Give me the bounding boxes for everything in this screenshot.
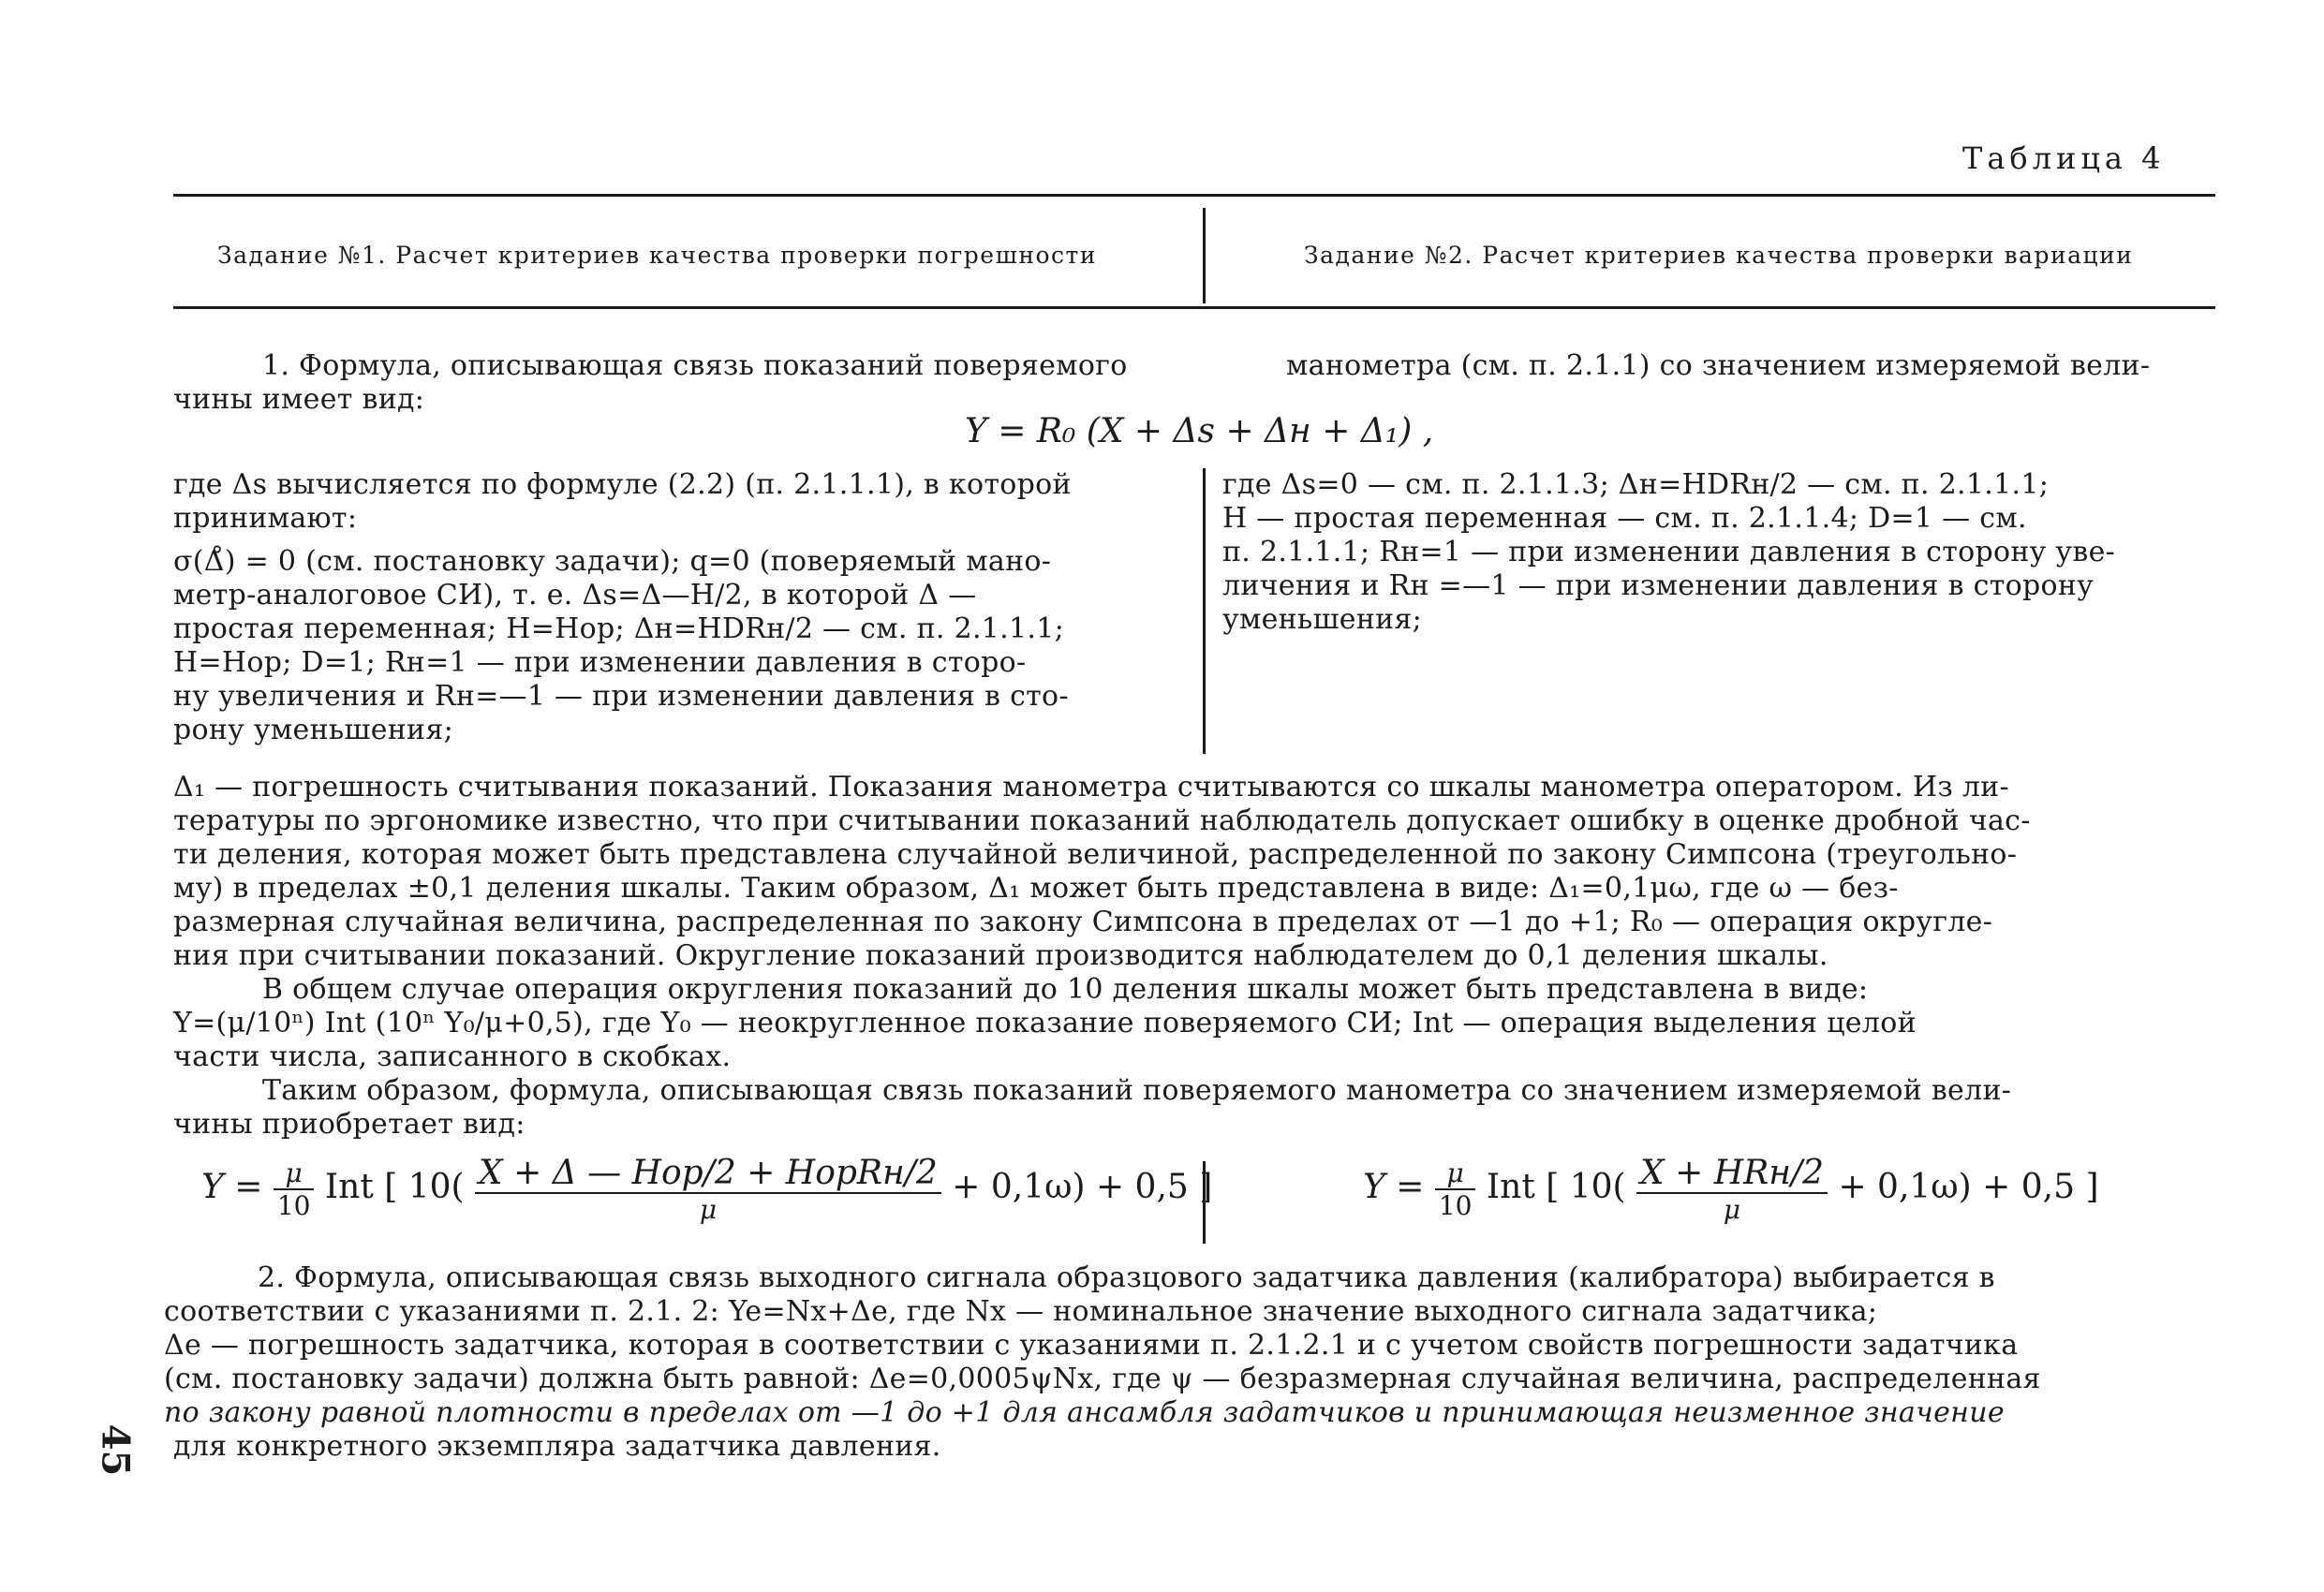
left-line: принимают:: [173, 502, 358, 535]
formula-right-numerator: X + HRн/2: [1636, 1154, 1828, 1194]
header-bottom-rule: [173, 306, 2215, 309]
formula-left-ten: 10: [276, 1190, 311, 1221]
p2-line: части числа, записанного в скобках.: [173, 1040, 732, 1073]
col2-header: Задание №2. Расчет критериев качества проверки вариации: [1304, 242, 2134, 269]
formula-left: [201, 1154, 1212, 1225]
formula-right-coef: [1435, 1157, 1476, 1221]
formula-left-numerator: X + Δ — Hop/2 + HopRн/2: [475, 1154, 941, 1194]
formula-right-ten: 10: [1438, 1190, 1473, 1221]
right-line: H — простая переменная — см. п. 2.1.1.4; D=1 — см.: [1222, 502, 2027, 535]
p2-line: Таким образом, формула, описывающая связь показаний поверяемого манометра со значением измеряемой вели-: [262, 1074, 2012, 1107]
column-divider: [1203, 468, 1206, 754]
formula-left-coef: [274, 1157, 315, 1221]
p1-line1-left: 1. Формула, описывающая связь показаний поверяемого: [262, 349, 1128, 382]
formula-right: [1363, 1154, 2099, 1225]
paragraph-2: [173, 771, 2215, 1142]
formula-left-denominator: μ: [699, 1194, 718, 1225]
formula-left-mu: μ: [274, 1157, 315, 1190]
left-line: σ(Δ̊) = 0 (см. постановку задачи); q=0 (поверяемый мано-: [173, 545, 1052, 578]
formula-left-lhs: Y =: [201, 1168, 263, 1206]
right-line: личения и Rн =—1 — при изменении давления в сторону: [1222, 569, 2095, 602]
formula-left-fraction: [475, 1154, 941, 1225]
paragraph-3: [164, 1261, 2215, 1464]
col1-header: Задание №1. Расчет критериев качества проверки погрешности: [217, 242, 1098, 269]
p2-line: Δ₁ — погрешность считывания показаний. Показания манометра считываются со шкалы манометра оператором. Из ли-: [173, 771, 2009, 803]
left-line: рону уменьшения;: [173, 714, 453, 746]
p2-line: тературы по эргономике известно, что при считывании показаний наблюдатель допускает ошибку в оценке дробной час-: [173, 804, 2031, 837]
formula-left-int: Int: [324, 1168, 374, 1206]
left-line: метр-аналоговое СИ), т. е. Δs=Δ—H/2, в которой Δ —: [173, 579, 977, 612]
p3-line: (см. постановку задачи) должна быть равной: Δe=0,0005ψNx, где ψ — безразмерная случайная величина, распределенная: [164, 1363, 2041, 1395]
left-column: [173, 468, 1176, 747]
p3-line: Δe — погрешность задатчика, которая в соответствии с указаниями п. 2.1.2.1 и с учетом свойств погрешности задатчика: [164, 1329, 2019, 1362]
page-number: 45: [93, 1423, 138, 1477]
p2-line: чины приобретает вид:: [173, 1108, 525, 1141]
p2-line: Y=(μ/10ⁿ) Int (10ⁿ Y₀/μ+0,5), где Y₀ — неокругленное показание поверяемого СИ; Int — операция выделения целой: [173, 1007, 1917, 1039]
right-column: [1222, 468, 2215, 637]
left-line: простая переменная; H=Hop; Δн=HDRн/2 — см. п. 2.1.1.1;: [173, 612, 1065, 645]
formula-right-lhs: Y =: [1363, 1168, 1425, 1206]
left-line: ну увеличения и Rн=—1 — при изменении давления в сто-: [173, 680, 1069, 713]
p2-line: ти деления, которая может быть представлена случайной величиной, распределенной по закону Симпсона (треугольно-: [173, 838, 2018, 871]
p2-line: размерная случайная величина, распределенная по закону Симпсона в пределах от —1 до +1; R₀ — операция округле-: [173, 906, 1993, 938]
header-divider: [1203, 208, 1206, 303]
formula-right-int: Int: [1486, 1168, 1535, 1206]
p3-line: 2. Формула, описывающая связь выходного сигнала образцового задатчика давления (калибратора) выбирается в: [258, 1261, 1995, 1294]
right-line: уменьшения;: [1222, 603, 1423, 636]
left-line: где Δs вычисляется по формуле (2.2) (п. 2.1.1.1), в которой: [173, 468, 1072, 501]
p3-line: для конкретного экземпляра задатчика давления.: [173, 1430, 941, 1463]
p3-line: по закону равной плотности в пределах от —1 до +1 для ансамбля задатчиков и принимающая неизменное значение: [164, 1396, 2005, 1429]
left-line: H=Hop; D=1; Rн=1 — при изменении давления в сторо-: [173, 646, 1027, 679]
header-top-rule: [173, 194, 2215, 197]
right-line: где Δs=0 — см. п. 2.1.1.3; Δн=HDRн/2 — см. п. 2.1.1.1;: [1222, 468, 2050, 501]
p1-line1-right: манометра (см. п. 2.1.1) со значением измеряемой вели-: [1286, 349, 2151, 382]
right-line: п. 2.1.1.1; Rн=1 — при изменении давления в сторону уве-: [1222, 536, 2116, 568]
p3-line: соответствии с указаниями п. 2.1. 2: Ye=Nx+Δe, где Nx — номинальное значение выходного сигнала задатчика;: [164, 1295, 1878, 1328]
formula-left-open: [ 10(: [384, 1168, 465, 1206]
table-caption: Таблица 4: [1962, 140, 2166, 176]
formula-right-denominator: μ: [1723, 1194, 1741, 1225]
formula-left-tail: + 0,1ω) + 0,5 ]: [952, 1168, 1213, 1206]
main-formula: Y = R₀ (X + Δs + Δн + Δ₁) ,: [965, 412, 1434, 450]
formula-right-open: [ 10(: [1546, 1168, 1626, 1206]
formula-right-mu: μ: [1435, 1157, 1476, 1190]
p1-line2: чины имеет вид:: [173, 383, 425, 416]
p2-line: му) в пределах ±0,1 деления шкалы. Таким образом, Δ₁ может быть представлена в виде: Δ₁=0,1μω, где ω — без-: [173, 872, 1899, 905]
p2-line: В общем случае операция округления показаний до 10 деления шкалы может быть представлена в виде:: [262, 973, 1869, 1006]
formula-right-tail: + 0,1ω) + 0,5 ]: [1838, 1168, 2099, 1206]
p2-line: ния при считывании показаний. Округление показаний производится наблюдателем до 0,1 деления шкалы.: [173, 939, 1828, 972]
formula-right-fraction: [1636, 1154, 1828, 1225]
